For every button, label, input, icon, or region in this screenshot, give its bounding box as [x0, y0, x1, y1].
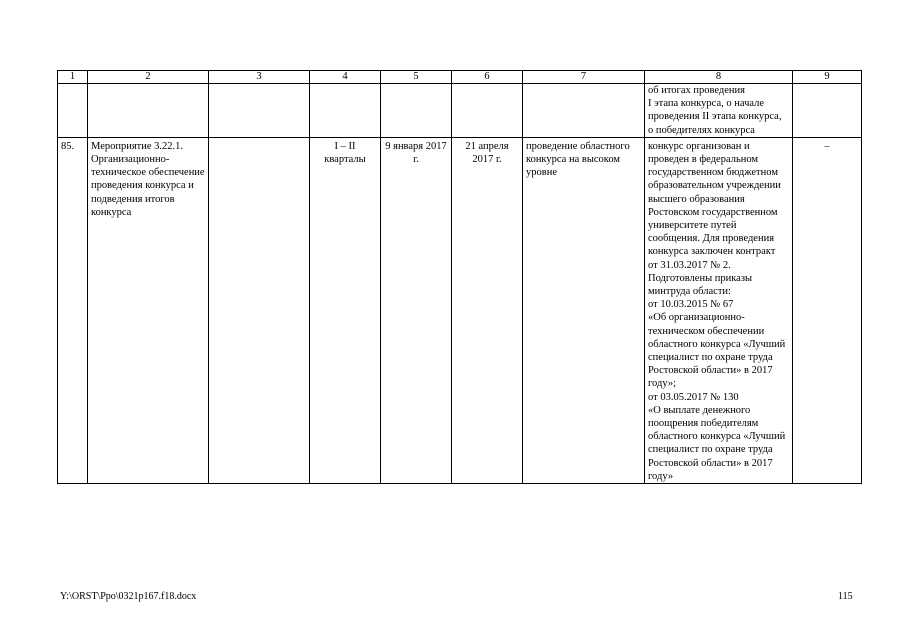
expected-result-cell: проведение областного конкурса на высоком уровне [523, 137, 645, 483]
col-header-7: 7 [523, 71, 645, 84]
col-header-8: 8 [645, 71, 793, 84]
cell [793, 84, 862, 138]
cell [381, 84, 452, 138]
start-date-cell: 9 января 2017 г. [381, 137, 452, 483]
col-header-6: 6 [452, 71, 523, 84]
cell [58, 84, 88, 138]
cell [88, 84, 209, 138]
cell [310, 84, 381, 138]
activity-name: Мероприятие 3.22.1. Организационно-техническое обеспечение проведения конкурса и подведения итогов конкурса [88, 137, 209, 483]
header-row [58, 71, 862, 84]
cell [523, 84, 645, 138]
col-header-9: 9 [793, 71, 862, 84]
cont-actual-cell: об итогах проведения I этапа конкурса, о начале проведения II этапа конкурса, о победителях конкурса [645, 84, 793, 138]
col-header-2: 2 [88, 71, 209, 84]
page-number: 115 [838, 591, 853, 602]
table-row-85 [58, 137, 862, 483]
note-cell: – [793, 137, 862, 483]
end-date-cell: 21 апреля 2017 г. [452, 137, 523, 483]
col-header-1: 1 [58, 71, 88, 84]
table-row-continuation [58, 84, 862, 138]
cell [452, 84, 523, 138]
responsible-cell [209, 137, 310, 483]
actual-result-cell: конкурс организован и проведен в федеральном государственном бюджетном образовательном учреждении высшего образования Ростовском государственном университете путей сообщения. Для проведения конкурса заключен контракт от 31.03.2017 № 2. Подготовлены приказы минтруда области: от 10.03.2015 № 67 «Об организационно-техническом обеспечении областного конкурса «Лучший специалист по охране труда Ростовской области» в 2017 году»; от 03.05.2017 № 130 «О выплате денежного поощрения победителям областного конкурса «Лучший специалист по охране труда Ростовской области» в 2017 году» [645, 137, 793, 483]
report-table [57, 70, 862, 484]
cell [209, 84, 310, 138]
file-path-footer: Y:\ORST\Ppo\0321p167.f18.docx [60, 591, 197, 602]
col-header-3: 3 [209, 71, 310, 84]
row-number: 85. [58, 137, 88, 483]
period-cell: I – II кварталы [310, 137, 381, 483]
col-header-5: 5 [381, 71, 452, 84]
col-header-4: 4 [310, 71, 381, 84]
